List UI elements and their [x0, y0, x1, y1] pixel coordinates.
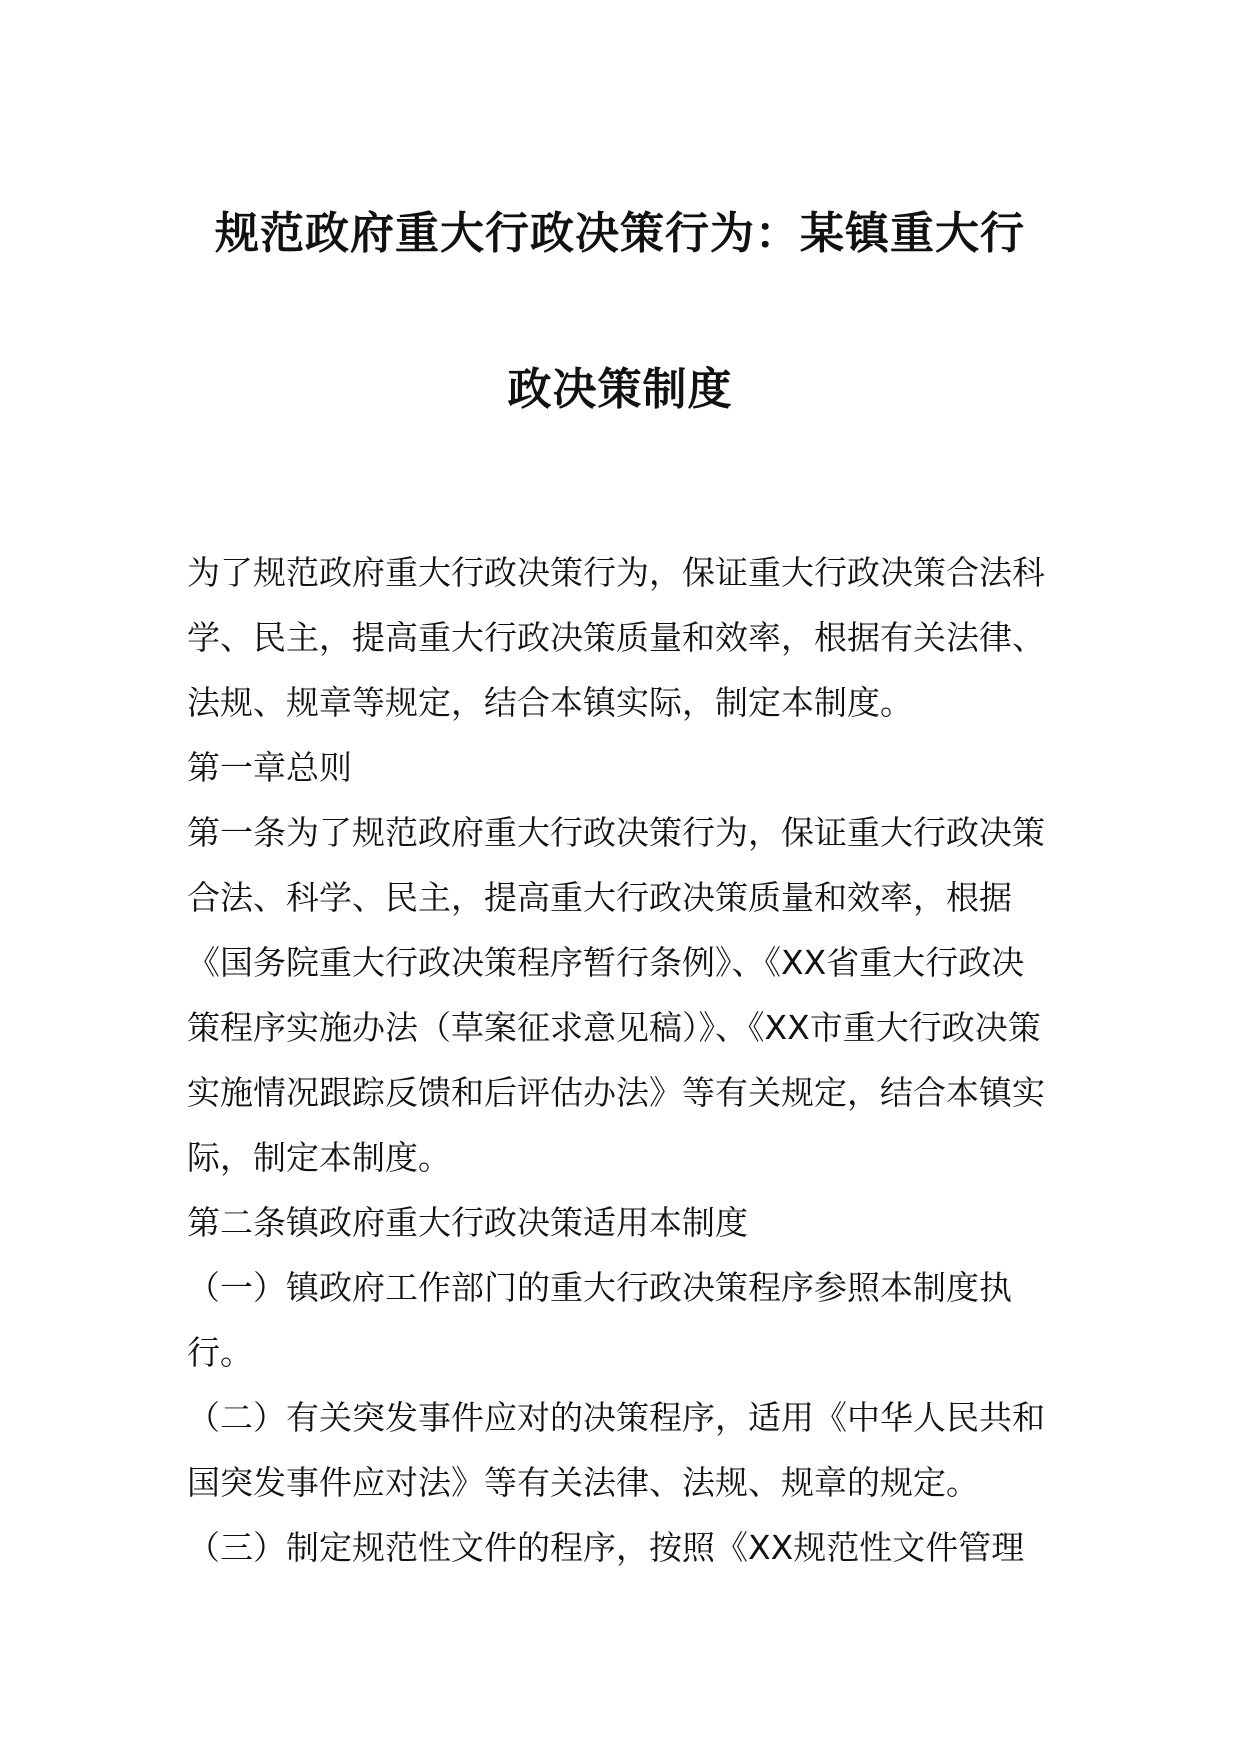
document-body: [187, 540, 1057, 1580]
preamble-paragraph: 为了规范政府重大行政决策行为，保证重大行政决策合法科学、民主，提高重大行政决策质量和效率，根据有关法律、法规、规章等规定，结合本镇实际，制定本制度。: [187, 553, 1045, 722]
article-2-item-3: （三）制定规范性文件的程序，按照《XX规范性文件管理: [187, 1528, 1025, 1567]
article-2-item-2: （二）有关突发事件应对的决策程序，适用《中华人民共和国突发事件应对法》等有关法律、法规、规章的规定。: [187, 1398, 1045, 1502]
article-2-paragraph: 第二条镇政府重大行政决策适用本制度: [187, 1203, 748, 1242]
article-1-paragraph: 第一条为了规范政府重大行政决策行为，保证重大行政决策合法、科学、民主，提高重大行政决策质量和效率，根据《国务院重大行政决策程序暂行条例》、《XX省重大行政决策程序实施办法（草案征求意见稿）》、《XX市重大行政决策实施情况跟踪反馈和后评估办法》等有关规定，结合本镇实际，制定本制度。: [187, 813, 1045, 1177]
chapter-heading: 第一章总则: [187, 748, 352, 787]
document-title-line-1: 规范政府重大行政决策行为：某镇重大行: [215, 208, 1025, 259]
document-title-line-2: 政决策制度: [507, 364, 733, 415]
article-2-item-1: （一）镇政府工作部门的重大行政决策程序参照本制度执行。: [187, 1268, 1012, 1372]
